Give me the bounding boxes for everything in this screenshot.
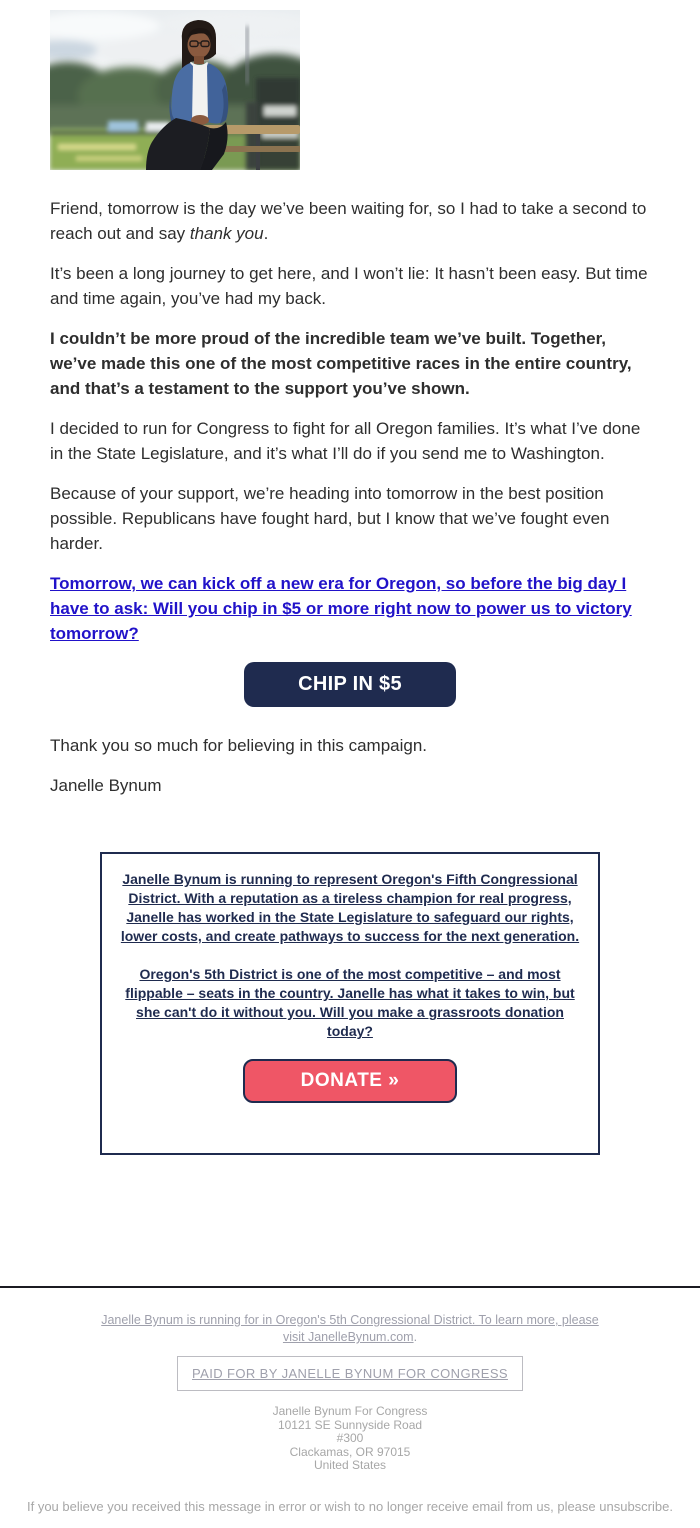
address-line-org: Janelle Bynum For Congress	[272, 1404, 428, 1418]
paragraph-journey: It’s been a long journey to get here, and I won’t lie: It hasn’t been easy. But time and time again, you’ve had my back.	[50, 264, 648, 308]
campaign-photo-illustration	[50, 10, 300, 170]
unsubscribe-link[interactable]: unsubscribe	[599, 1498, 670, 1514]
chip-in-link[interactable]: Tomorrow, we can kick off a new era for Oregon, so before the big day I have to ask: Will you chip in $5 or more right now to power us to victory tomorrow?	[50, 574, 632, 643]
info-box-paragraph-2[interactable]: Oregon's 5th District is one of the most competitive – and most flippable – seats in the country. Janelle has what it takes to win, but she can't do it without you. Will you make a grassroots donation today?	[125, 966, 575, 1039]
footer-disclaimer-link[interactable]: Janelle Bynum is running for in Oregon's 5th Congressional District. To learn more, please visit JanelleBynum.com	[101, 1313, 599, 1344]
paragraph-greeting: Friend, tomorrow is the day we’ve been waiting for, so I had to take a second to reach out and say thank you.	[50, 199, 647, 243]
chip-in-button-row	[50, 662, 650, 707]
greeting-text: Friend, tomorrow is the day we’ve been waiting for, so I had to take a second to reach out and say	[50, 199, 647, 243]
footer-disclaimer: Janelle Bynum is running for in Oregon's 5th Congressional District. To learn more, please visit JanelleBynum.com.	[101, 1313, 599, 1344]
paragraph-support: Because of your support, we’re heading into tomorrow in the best position possible. Republicans have fought hard, but I know that we’ve fought even harder.	[50, 484, 610, 553]
address-line-city: Clackamas, OR 97015	[289, 1444, 411, 1459]
paid-for-disclaimer[interactable]: PAID FOR BY JANELLE BYNUM FOR CONGRESS	[177, 1356, 523, 1391]
address-line-country: United States	[313, 1458, 387, 1472]
light-pole	[246, 26, 249, 84]
paragraph-thanks: Thank you so much for believing in this campaign.	[50, 736, 428, 755]
candidate-info-box	[100, 852, 600, 1155]
unsubscribe-line: If you believe you received this message in error or wish to no longer receive email from us, please unsubscribe.	[26, 1498, 673, 1514]
chip-in-button[interactable]: CHIP IN $5	[244, 662, 456, 707]
address-line-suite: #300	[336, 1431, 364, 1445]
signature: Janelle Bynum	[50, 776, 162, 795]
email-footer	[0, 1312, 700, 1514]
info-box-paragraph-1[interactable]: Janelle Bynum is running to represent Oregon's Fifth Congressional District. With a reputation as a tireless champion for real progress, Janelle has worked in the State Legislature to safeguard our rights, lower costs, and create pathways to success for the next generation.	[120, 871, 580, 944]
footer-divider	[0, 1286, 700, 1288]
email-body	[0, 196, 700, 798]
donate-button[interactable]: DONATE »	[243, 1059, 458, 1103]
paragraph-why-running: I decided to run for Congress to fight for all Oregon families. It’s what I’ve done in the State Legislature, and it’s what I’ll do if you send me to Washington.	[50, 419, 641, 463]
thank-you-italic: thank you	[189, 224, 264, 243]
paragraph-proud-bold: I couldn’t be more proud of the incredible team we’ve built. Together, we’ve made this one of the most competitive races in the entire country, and that’s a testament to the support you’ve shown.	[50, 329, 632, 398]
campaign-address	[0, 1405, 700, 1473]
campaign-photo	[50, 10, 300, 170]
address-line-street: 10121 SE Sunnyside Road	[277, 1417, 423, 1432]
